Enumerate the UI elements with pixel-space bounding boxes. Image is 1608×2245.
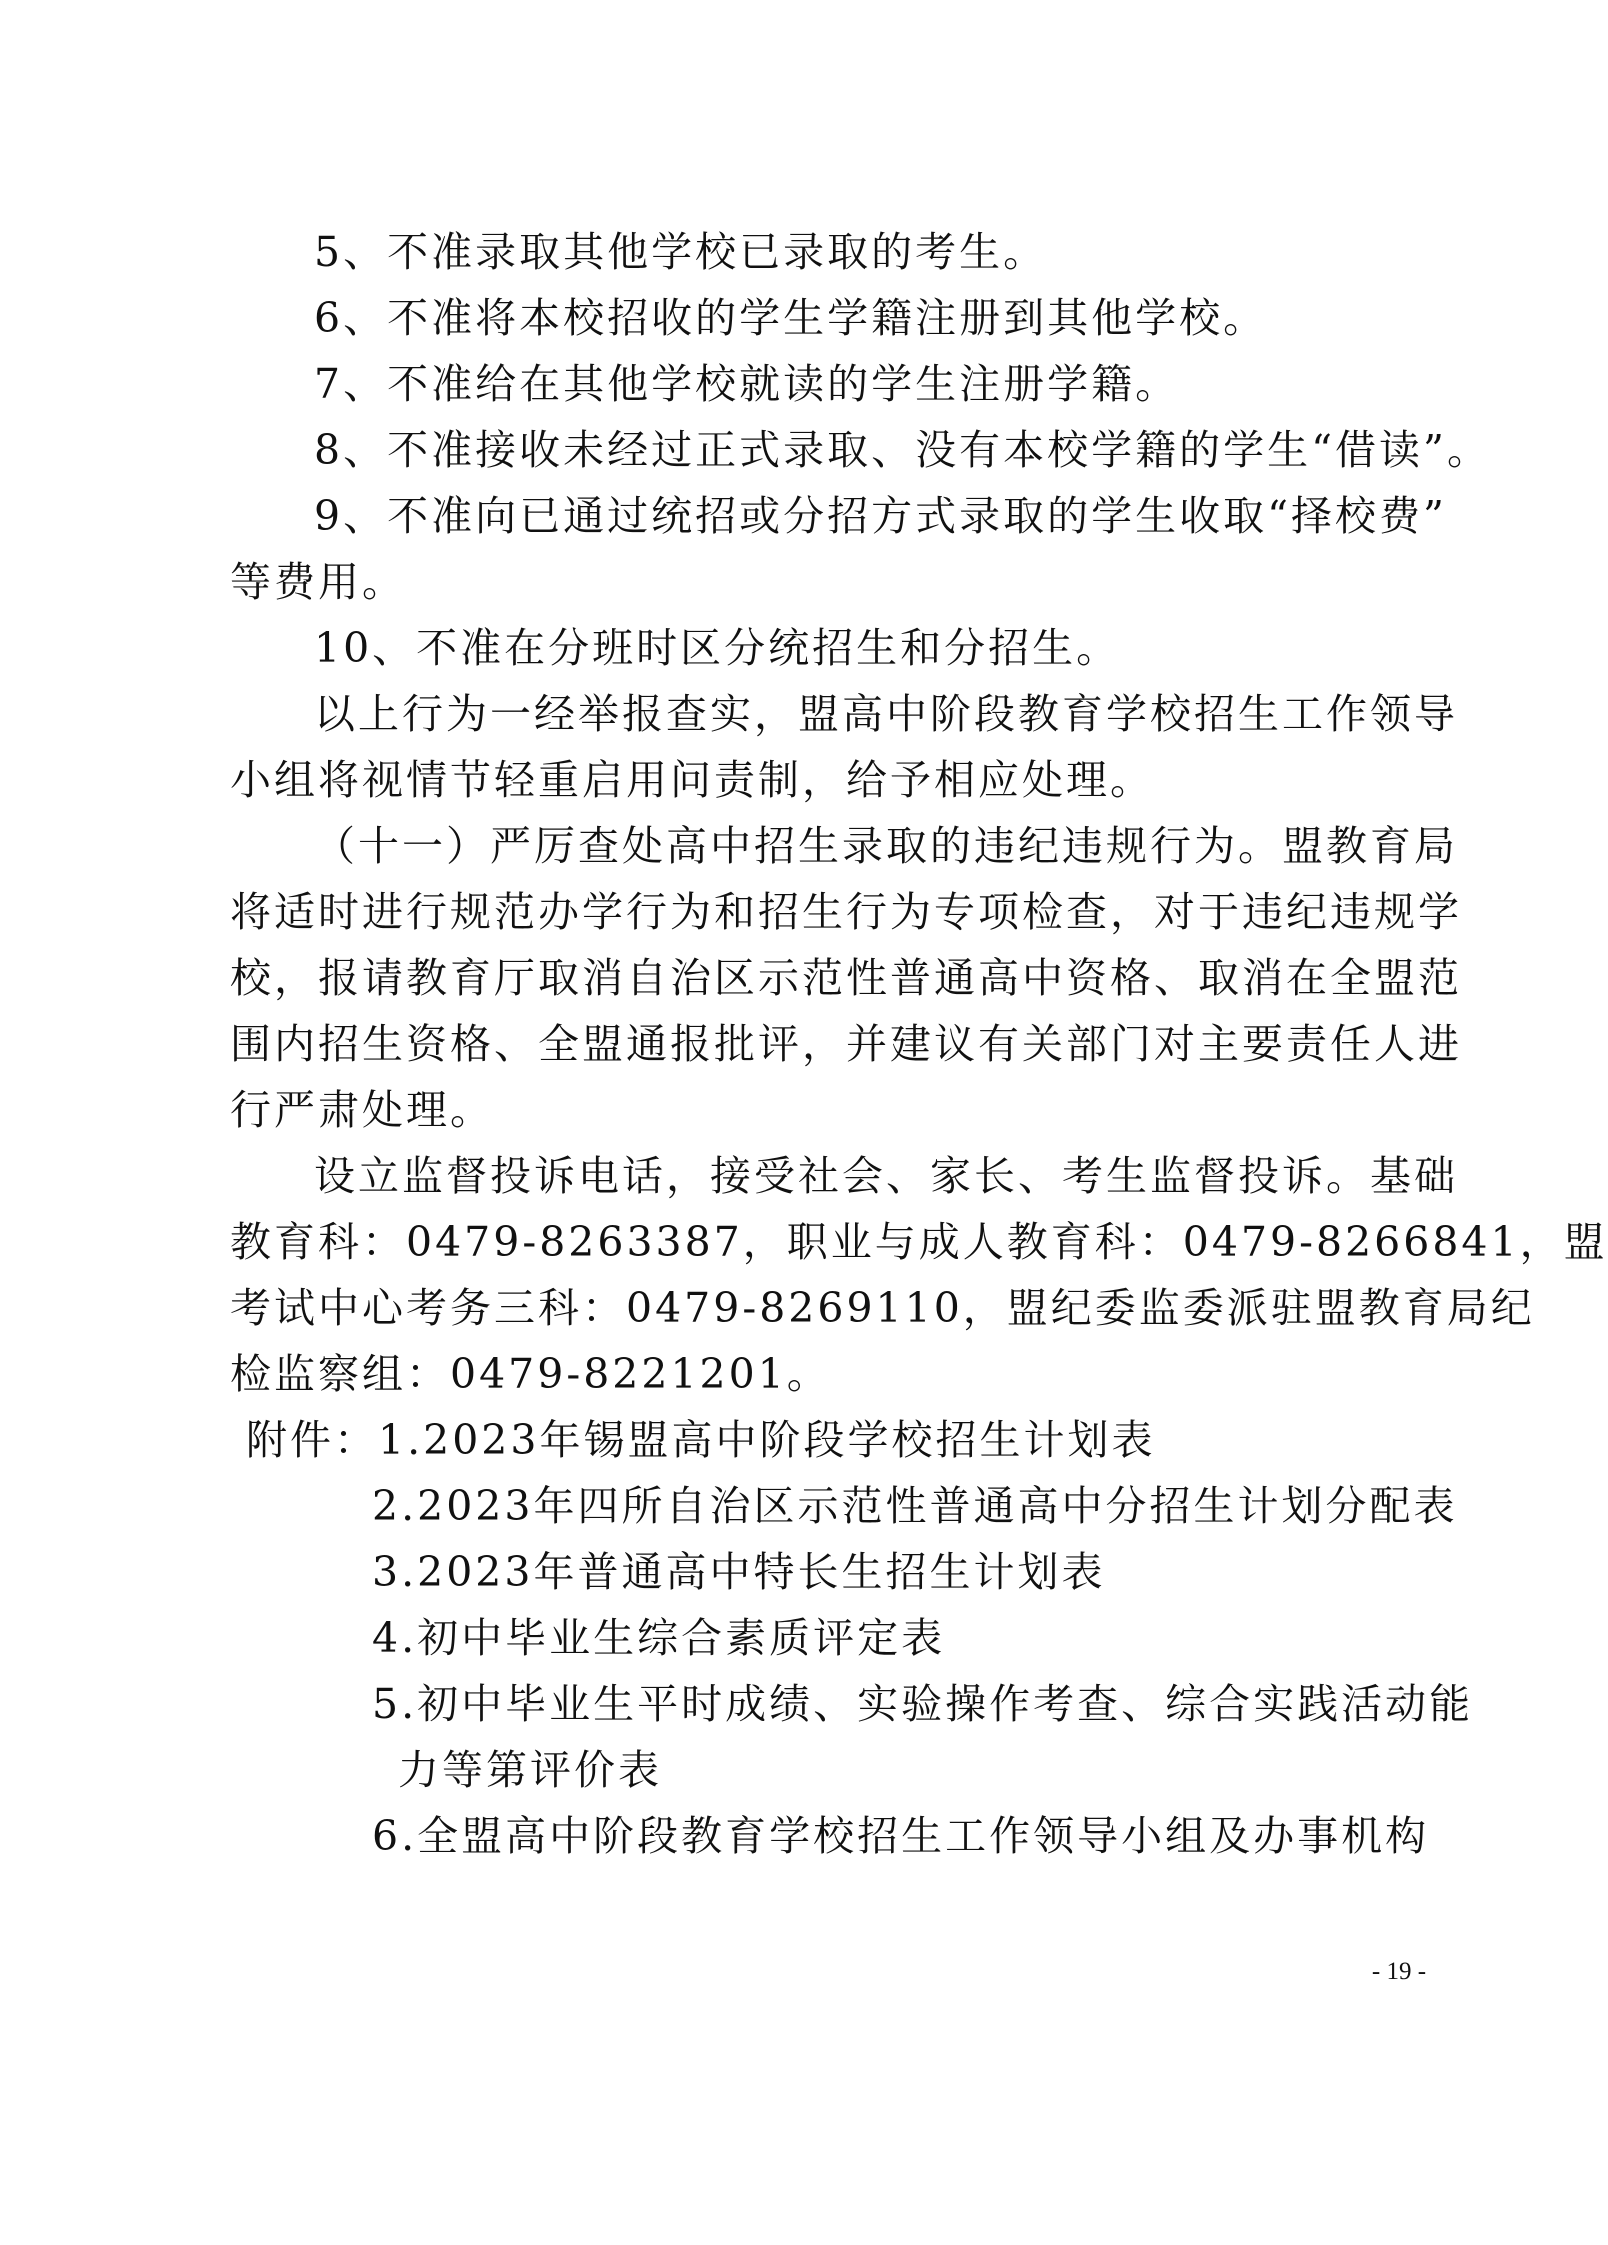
attachment-6: 6.全盟高中阶段教育学校招生工作领导小组及办事机构 xyxy=(372,1812,1430,1860)
accountability-paragraph-line-2: 小组将视情节轻重启用问责制，给予相应处理。 xyxy=(230,756,1154,804)
clause-9-continued: 等费用。 xyxy=(230,558,406,606)
clause-8: 8、不准接收未经过正式录取、没有本校学籍的学生“借读”。 xyxy=(314,426,1492,474)
section-eleven-line-5: 行严肃处理。 xyxy=(230,1086,494,1134)
section-eleven-line-3: 校，报请教育厅取消自治区示范性普通高中资格、取消在全盟范 xyxy=(230,954,1462,1002)
attachment-5-continued: 力等第评价表 xyxy=(398,1746,662,1794)
section-eleven-line-2: 将适时进行规范办学行为和招生行为专项检查，对于违纪违规学 xyxy=(230,888,1462,936)
attachment-5: 5.初中毕业生平时成绩、实验操作考查、综合实践活动能 xyxy=(372,1680,1474,1728)
complaint-hotline-paragraph: 设立监督投诉电话，接受社会、家长、考生监督投诉。基础 xyxy=(314,1152,1458,1200)
complaint-hotline-line-4: 检监察组：0479-8221201。 xyxy=(230,1350,831,1398)
accountability-paragraph: 以上行为一经举报查实，盟高中阶段教育学校招生工作领导 xyxy=(314,690,1458,738)
section-eleven-heading: （十一）严厉查处高中招生录取的违纪违规行为。盟教育局 xyxy=(314,822,1458,870)
clause-7: 7、不准给在其他学校就读的学生注册学籍。 xyxy=(314,360,1180,408)
section-eleven-line-4: 围内招生资格、全盟通报批评，并建议有关部门对主要责任人进 xyxy=(230,1020,1462,1068)
complaint-hotline-line-2: 教育科：0479-8263387，职业与成人教育科：0479-8266841，盟 xyxy=(230,1218,1608,1266)
attachment-4: 4.初中毕业生综合素质评定表 xyxy=(372,1614,946,1662)
attachment-3: 3.2023年普通高中特长生招生计划表 xyxy=(372,1548,1106,1596)
clause-10: 10、不准在分班时区分统招生和分招生。 xyxy=(314,624,1121,672)
clause-5: 5、不准录取其他学校已录取的考生。 xyxy=(314,228,1048,276)
attachment-2: 2.2023年四所自治区示范性普通高中分招生计划分配表 xyxy=(372,1482,1458,1530)
clause-6: 6、不准将本校招收的学生学籍注册到其他学校。 xyxy=(314,294,1268,342)
clause-9: 9、不准向已通过统招或分招方式录取的学生收取“择校费” xyxy=(314,492,1448,540)
attachment-1: 附件：1.2023年锡盟高中阶段学校招生计划表 xyxy=(246,1416,1156,1464)
page-number: - 19 - xyxy=(1371,1958,1427,1985)
complaint-hotline-line-3: 考试中心考务三科：0479-8269110，盟纪委监委派驻盟教育局纪 xyxy=(230,1284,1535,1332)
